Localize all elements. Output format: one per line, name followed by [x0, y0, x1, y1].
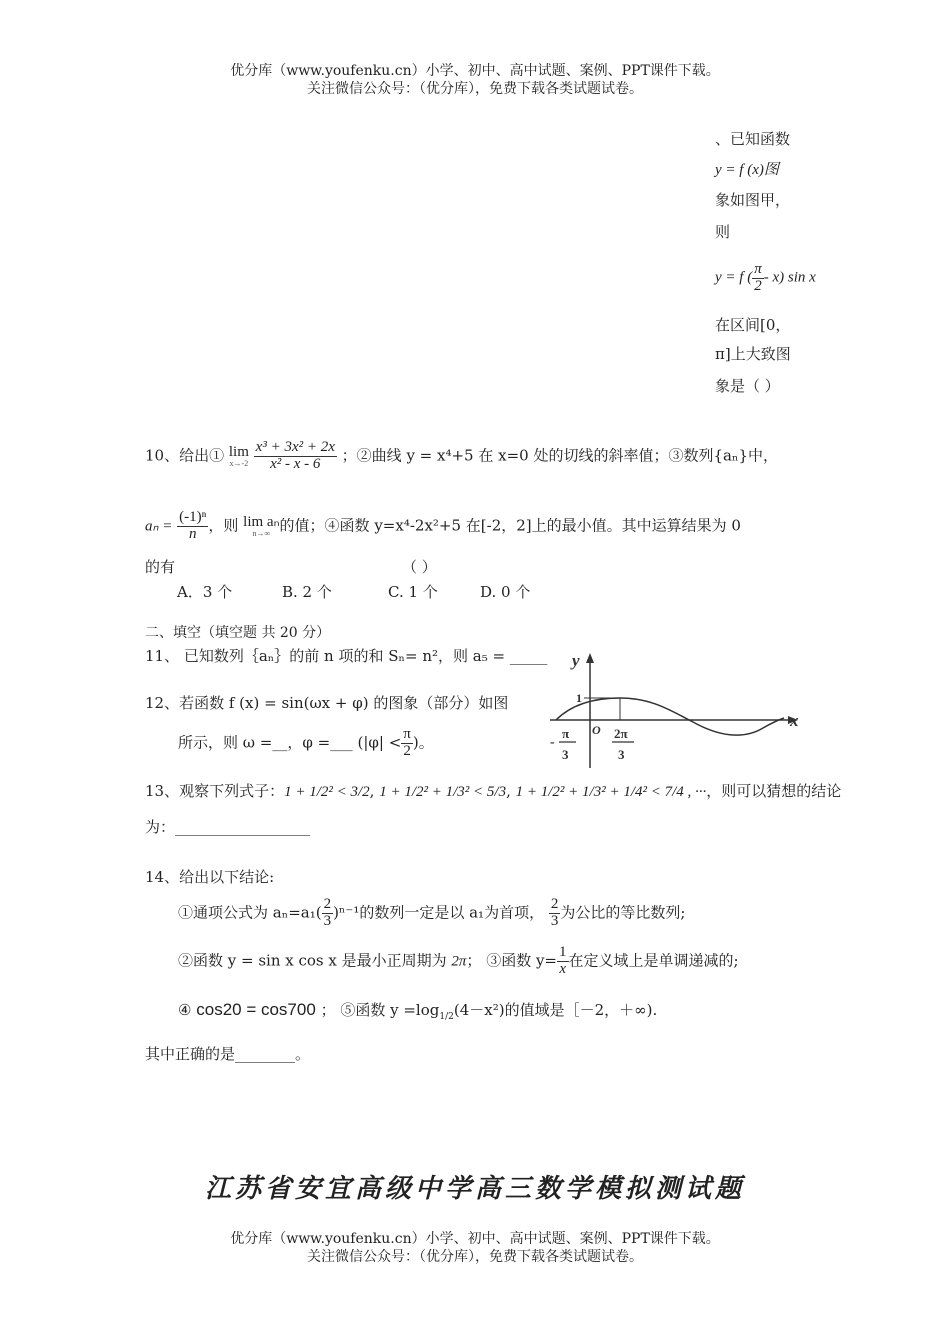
graph-neg-three: 3 — [562, 747, 569, 762]
q11-text: 11、 已知数列｛aₙ｝的前 n 项的和 Sₙ= n²，则 a₅ = _____ — [145, 647, 548, 665]
q14-c2-fraction — [557, 945, 569, 978]
q10-line-2 — [145, 510, 741, 543]
q14-c2-b: 2π — [451, 953, 467, 970]
q12-line-2c: )。 — [412, 733, 434, 752]
q14-c4-d: (4－x²)的值域是［－2，＋∞). — [453, 1001, 658, 1019]
q9-expr-pi: π — [754, 261, 762, 277]
q14-conclusion-4 — [178, 999, 657, 1022]
q9-expression — [715, 262, 816, 295]
q10-limit — [229, 445, 249, 468]
q10-rest-2: 的值；④函数 y=x⁴-2x²+5 在[-2，2]上的最小值。其中运算结果为 0 — [279, 516, 741, 535]
q10-answer-paren: （ ） — [402, 558, 437, 576]
q14-c1-ratio-den: 3 — [550, 912, 559, 929]
q14-c1-fraction — [322, 897, 334, 930]
q12-line-2 — [178, 727, 434, 760]
q14-c2-d: 在定义域上是单调递减的; — [568, 951, 739, 970]
graph-neg-pi: π — [562, 726, 570, 741]
q14-title: 14、给出以下结论: — [145, 868, 275, 886]
graph-two-pi: 2π — [614, 726, 628, 741]
q10-mid: ，则 — [208, 516, 239, 535]
q14-c1-ratio — [549, 897, 561, 930]
graph-two-pi-three: 3 — [618, 747, 625, 762]
q14-c2-num: 1 — [559, 944, 567, 960]
q14-c1-a: ①通项公式为 aₙ=a₁( — [178, 903, 322, 922]
q12-fraction — [401, 727, 413, 760]
q10-prefix: 10、给出① — [145, 446, 225, 465]
q10-fraction — [254, 440, 337, 473]
q14-c1-c: 为公比的等比数列; — [560, 903, 686, 922]
q14-c1-ratio-num: 2 — [550, 896, 559, 912]
exam-title: 江苏省安宜高级中学高三数学模拟测试题 — [204, 1174, 745, 1204]
q14-c4-sub: 1/2 — [439, 1012, 454, 1022]
q14-c4-c: ； ⑤函数 y =log — [320, 1001, 440, 1019]
sine-graph — [548, 650, 810, 770]
q10-line-1 — [145, 440, 778, 473]
q13-expr-1: 1 + 1/2² < 3/2 — [284, 784, 370, 800]
q10-an: aₙ = — [145, 518, 173, 535]
graph-one-label: 1 — [576, 691, 582, 705]
q10-limit-2 — [243, 515, 279, 538]
q12-line-2a: 所示，则 ω =__，φ =___ — [178, 733, 353, 752]
q10-lim2-sub: n→∞ — [252, 528, 271, 538]
q14-c1-b: )ⁿ⁻¹的数列一定是以 a₁为首项， — [333, 903, 545, 922]
graph-y-label: y — [572, 651, 580, 670]
graph-neg-sign: - — [550, 735, 555, 750]
q13-expr-3: 1 + 1/2² + 1/3² + 1/4² < 7/4 , ··· — [515, 784, 707, 800]
q14-c4-b: cos20 = cos700 — [196, 1000, 316, 1019]
q10-option-b: B. 2 个 — [282, 583, 332, 601]
q12-two: 2 — [403, 742, 411, 759]
footer-line-2: 关注微信公众号：（优分库），免费下载各类试题试卷。 — [307, 1249, 643, 1265]
q12-pi: π — [403, 726, 411, 742]
q10-lim-sub: x→-2 — [229, 458, 249, 468]
q13-line-1: 13、观察下列式子：1 + 1/2² < 3/2, 1 + 1/2² + 1/3² < 5/3, 1 + 1/2² + 1/3² + 1/4² < 7/4 , ···，则可以猜想的结论 — [145, 782, 842, 800]
q10-lim-word: lim — [228, 443, 249, 460]
q13-line-2: 为：__________________ — [145, 818, 311, 836]
q10-an-den: n — [189, 525, 197, 542]
q13-suffix: ，则可以猜想的结论 — [706, 782, 842, 800]
header-line-2: 关注微信公众号：（优分库），免费下载各类试题试卷。 — [307, 81, 643, 97]
q9-line-7: π]上大致图 — [715, 345, 791, 363]
q9-line-2: y = f (x)图 — [715, 162, 779, 178]
q12-line-1: 12、若函数 f (x) = sin(ωx + φ) 的图象（部分）如图 — [145, 694, 509, 712]
graph-x-label: x — [790, 711, 799, 730]
q10-option-c: C. 1 个 — [388, 583, 438, 601]
q9-line-6: 在区间[0， — [715, 316, 791, 334]
section-2-title: 二、填空（填空题 共 20 分） — [145, 625, 331, 641]
q9-line-4: 则 — [715, 223, 731, 241]
q13-expr-2: 1 + 1/2² + 1/3² < 5/3 — [379, 784, 507, 800]
footer-line-1: 优分库（www.youfenku.cn）小学、初中、高中试题、案例、PPT课件下载。 — [230, 1231, 720, 1247]
q9-line-8: 象是（ ） — [715, 377, 780, 395]
q14-c2-a: ②函数 y = sin x cos x 是最小正周期为 — [178, 951, 447, 970]
q10-rest: ；②曲线 y = x⁴+5 在 x=0 处的切线的斜率值；③数列{aₙ}中， — [341, 446, 778, 465]
q9-line-3: 象如图甲， — [715, 191, 791, 209]
q9-line-1: 、已知函数 — [715, 130, 791, 148]
q10-denominator: x² - x - 6 — [270, 455, 321, 472]
graph-origin-label: O — [592, 723, 601, 737]
q14-c1-num: 2 — [323, 896, 332, 912]
q10-an-fraction — [177, 510, 208, 543]
q10-line-3: 的有 — [145, 558, 176, 576]
q9-expr-fraction — [752, 262, 764, 295]
q10-numerator: x³ + 3x² + 2x — [255, 439, 335, 455]
q14-end: 其中正确的是________。 — [145, 1045, 311, 1063]
q14-c2-den: x — [559, 960, 567, 977]
q10-lim2-word: lim aₙ — [243, 513, 280, 530]
q14-c4-a: ④ — [178, 1001, 192, 1019]
q9-expr-left: y = f ( — [715, 269, 753, 286]
q13-prefix: 13、观察下列式子： — [145, 782, 285, 800]
q14-c2-c: ； ③函数 y= — [466, 951, 558, 970]
q10-option-d: D. 0 个 — [480, 583, 531, 601]
q14-conclusion-1 — [178, 897, 685, 930]
q9-expr-two: 2 — [754, 277, 762, 294]
header-line-1: 优分库（www.youfenku.cn）小学、初中、高中试题、案例、PPT课件下载。 — [230, 63, 720, 79]
q10-option-a: A．3 个 — [177, 583, 233, 601]
q9-expr-right: - x) sin x — [763, 269, 816, 286]
q14-conclusion-2 — [178, 945, 739, 978]
q12-line-2b: (|φ| < — [357, 733, 402, 752]
y-axis-arrow — [586, 653, 594, 663]
q14-c1-den: 3 — [323, 912, 332, 929]
q10-an-num: (-1)ⁿ — [179, 509, 207, 525]
